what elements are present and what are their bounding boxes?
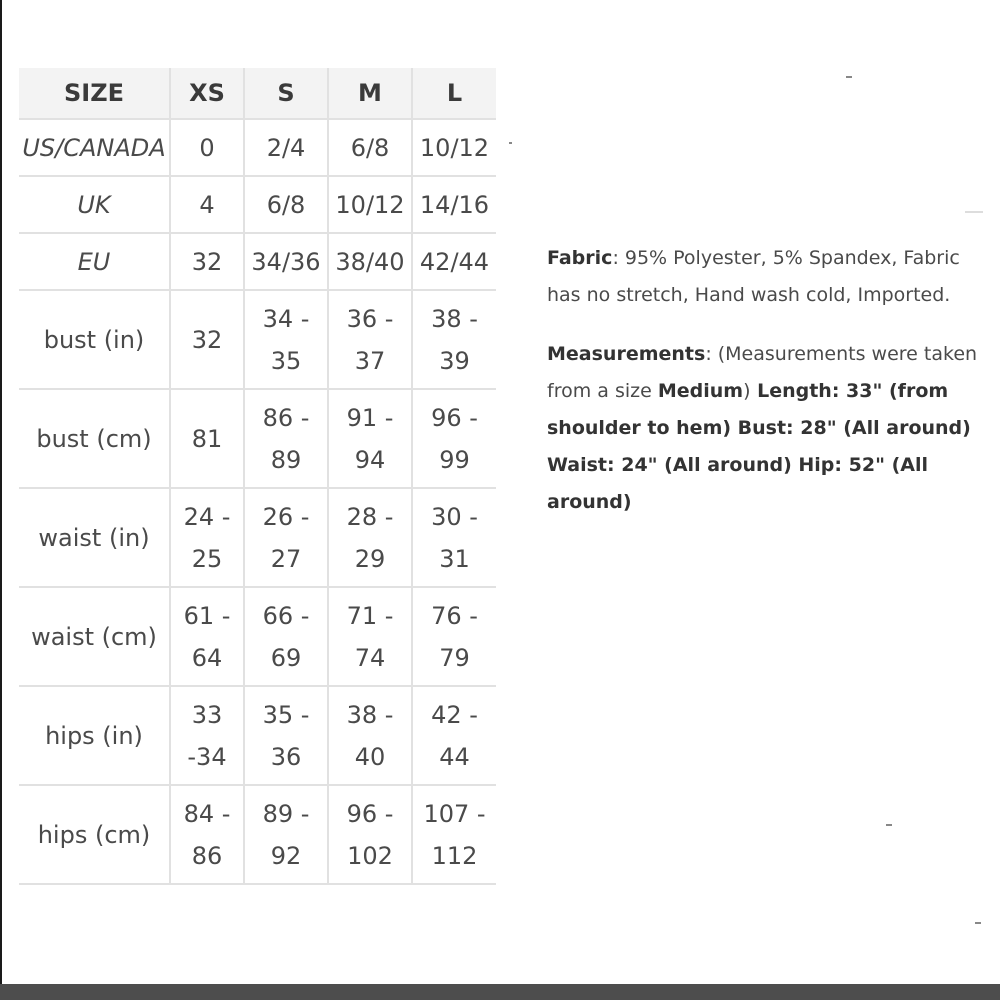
cell-value: 32 <box>191 247 223 276</box>
bottom-bar <box>0 984 1000 1000</box>
size-cell-m <box>328 488 412 587</box>
size-cell-s <box>244 176 328 233</box>
size-cell-xs <box>170 785 244 884</box>
measurements-paragraph <box>547 336 987 521</box>
cell-value: 107 - <box>423 799 486 828</box>
cell-value: 29 <box>354 544 386 573</box>
cell-value: 38 - <box>346 700 394 729</box>
stray-mark <box>846 76 852 78</box>
cell-value: 42/44 <box>419 247 490 276</box>
cell-value: 36 <box>270 742 302 771</box>
cell-value: 86 <box>191 841 223 870</box>
size-cell-m <box>328 587 412 686</box>
cell-value: 38 - <box>431 304 478 333</box>
cell-value: 39 <box>439 346 470 375</box>
table-row <box>19 587 496 686</box>
size-cell-m <box>328 389 412 488</box>
size-cell-xs <box>170 488 244 587</box>
cell-value: 0 <box>199 133 215 162</box>
table-row <box>19 785 496 884</box>
size-chart-table <box>19 68 496 885</box>
cell-value: 38/40 <box>335 247 405 276</box>
cell-value: 61 - <box>183 601 231 630</box>
size-cell-m <box>328 785 412 884</box>
size-cell-xs <box>170 389 244 488</box>
cell-value: 74 <box>354 643 386 672</box>
cell-value: 4 <box>199 190 215 219</box>
size-cell-m <box>328 686 412 785</box>
size-cell-xs <box>170 290 244 389</box>
size-cell-s <box>244 488 328 587</box>
cell-value: 89 - <box>262 799 310 828</box>
measurements-size: Medium <box>657 380 744 402</box>
cell-value: 64 <box>191 643 223 672</box>
cell-value: 91 - <box>346 403 394 432</box>
header-size: SIZE <box>19 68 170 119</box>
cell-value: 36 - <box>346 304 394 333</box>
size-cell-l <box>412 686 496 785</box>
cell-value: 14/16 <box>419 190 490 219</box>
cell-value: 35 - <box>262 700 310 729</box>
size-cell-xs <box>170 233 244 290</box>
size-cell-xs <box>170 119 244 176</box>
stray-mark <box>975 922 981 924</box>
fabric-text: : 95% Polyester, 5% Spandex, Fabric has no stretch, Hand wash cold, Imported. <box>547 247 960 306</box>
header-m: M <box>328 68 412 119</box>
table-row <box>19 488 496 587</box>
size-cell-l <box>412 785 496 884</box>
cell-value: 69 <box>270 643 302 672</box>
table-row <box>19 233 496 290</box>
table-row <box>19 686 496 785</box>
cell-value: 10/12 <box>419 133 490 162</box>
cell-value: 44 <box>439 742 470 771</box>
header-l: L <box>412 68 496 119</box>
size-cell-xs <box>170 176 244 233</box>
table-row <box>19 119 496 176</box>
fabric-paragraph <box>547 240 987 314</box>
size-cell-l <box>412 119 496 176</box>
cell-value: 32 <box>191 325 223 354</box>
cell-value: 102 <box>347 841 393 870</box>
row-label: waist (in) <box>19 488 170 587</box>
measurements-label: Measurements <box>547 343 706 365</box>
size-cell-s <box>244 290 328 389</box>
cell-value: 34/36 <box>251 247 321 276</box>
stray-mark <box>886 824 892 826</box>
measurements-intro: : (Measurements were taken from a size <box>547 343 978 402</box>
cell-value: 94 <box>354 445 386 474</box>
table-header-row <box>19 68 496 119</box>
measurements-close: ) <box>743 380 751 402</box>
cell-value: 84 - <box>183 799 231 828</box>
cell-value: 40 <box>354 742 386 771</box>
cell-value: 33 <box>191 700 223 729</box>
size-cell-l <box>412 233 496 290</box>
cell-value: 66 - <box>262 601 310 630</box>
cell-value: 42 - <box>431 700 478 729</box>
size-cell-s <box>244 785 328 884</box>
cell-value: 26 - <box>262 502 310 531</box>
measurements-details: Length: 33" (from shoulder to hem) Bust: 28" (All around) Waist: 24" (All around) Hip: 52" (All around) <box>547 380 971 513</box>
cell-value: 24 - <box>183 502 231 531</box>
cell-value: 35 <box>270 346 302 375</box>
size-cell-l <box>412 290 496 389</box>
row-label: bust (in) <box>19 290 170 389</box>
cell-value: 37 <box>354 346 386 375</box>
size-cell-l <box>412 176 496 233</box>
size-cell-m <box>328 119 412 176</box>
cell-value: 34 - <box>262 304 310 333</box>
size-cell-s <box>244 686 328 785</box>
size-cell-m <box>328 233 412 290</box>
cell-value: 6/8 <box>350 133 390 162</box>
stray-mark <box>965 211 983 213</box>
size-cell-l <box>412 488 496 587</box>
row-label: hips (in) <box>19 686 170 785</box>
row-label: US/CANADA <box>19 119 170 176</box>
size-cell-xs <box>170 686 244 785</box>
size-cell-l <box>412 587 496 686</box>
header-s: S <box>244 68 328 119</box>
size-cell-s <box>244 389 328 488</box>
cell-value: 89 <box>270 445 302 474</box>
row-label: EU <box>19 233 170 290</box>
size-cell-s <box>244 233 328 290</box>
cell-value: 112 <box>431 841 478 870</box>
cell-value: 86 - <box>262 403 310 432</box>
cell-value: 27 <box>270 544 302 573</box>
size-cell-l <box>412 389 496 488</box>
cell-value: 31 <box>439 544 470 573</box>
row-label: UK <box>19 176 170 233</box>
size-cell-m <box>328 290 412 389</box>
size-cell-m <box>328 176 412 233</box>
cell-value: 92 <box>270 841 302 870</box>
cell-value: 2/4 <box>266 133 306 162</box>
cell-value: 30 - <box>431 502 478 531</box>
cell-value: 81 <box>191 424 223 453</box>
cell-value: 96 - <box>346 799 394 828</box>
size-cell-s <box>244 587 328 686</box>
size-cell-xs <box>170 587 244 686</box>
row-label: bust (cm) <box>19 389 170 488</box>
cell-value: 79 <box>439 643 470 672</box>
cell-value: -34 <box>187 742 227 771</box>
cell-value: 96 - <box>431 403 478 432</box>
size-cell-s <box>244 119 328 176</box>
cell-value: 6/8 <box>266 190 306 219</box>
fabric-label: Fabric <box>547 247 613 269</box>
cell-value: 10/12 <box>335 190 405 219</box>
cell-value: 25 <box>191 544 223 573</box>
product-description <box>547 240 987 543</box>
stray-mark <box>509 142 512 144</box>
left-border <box>0 0 2 984</box>
cell-value: 28 - <box>346 502 394 531</box>
table-row <box>19 389 496 488</box>
cell-value: 76 - <box>431 601 478 630</box>
table-row <box>19 176 496 233</box>
header-xs: XS <box>170 68 244 119</box>
row-label: hips (cm) <box>19 785 170 884</box>
table-row <box>19 290 496 389</box>
cell-value: 99 <box>439 445 470 474</box>
cell-value: 71 - <box>346 601 394 630</box>
row-label: waist (cm) <box>19 587 170 686</box>
size-chart-body <box>19 68 496 884</box>
